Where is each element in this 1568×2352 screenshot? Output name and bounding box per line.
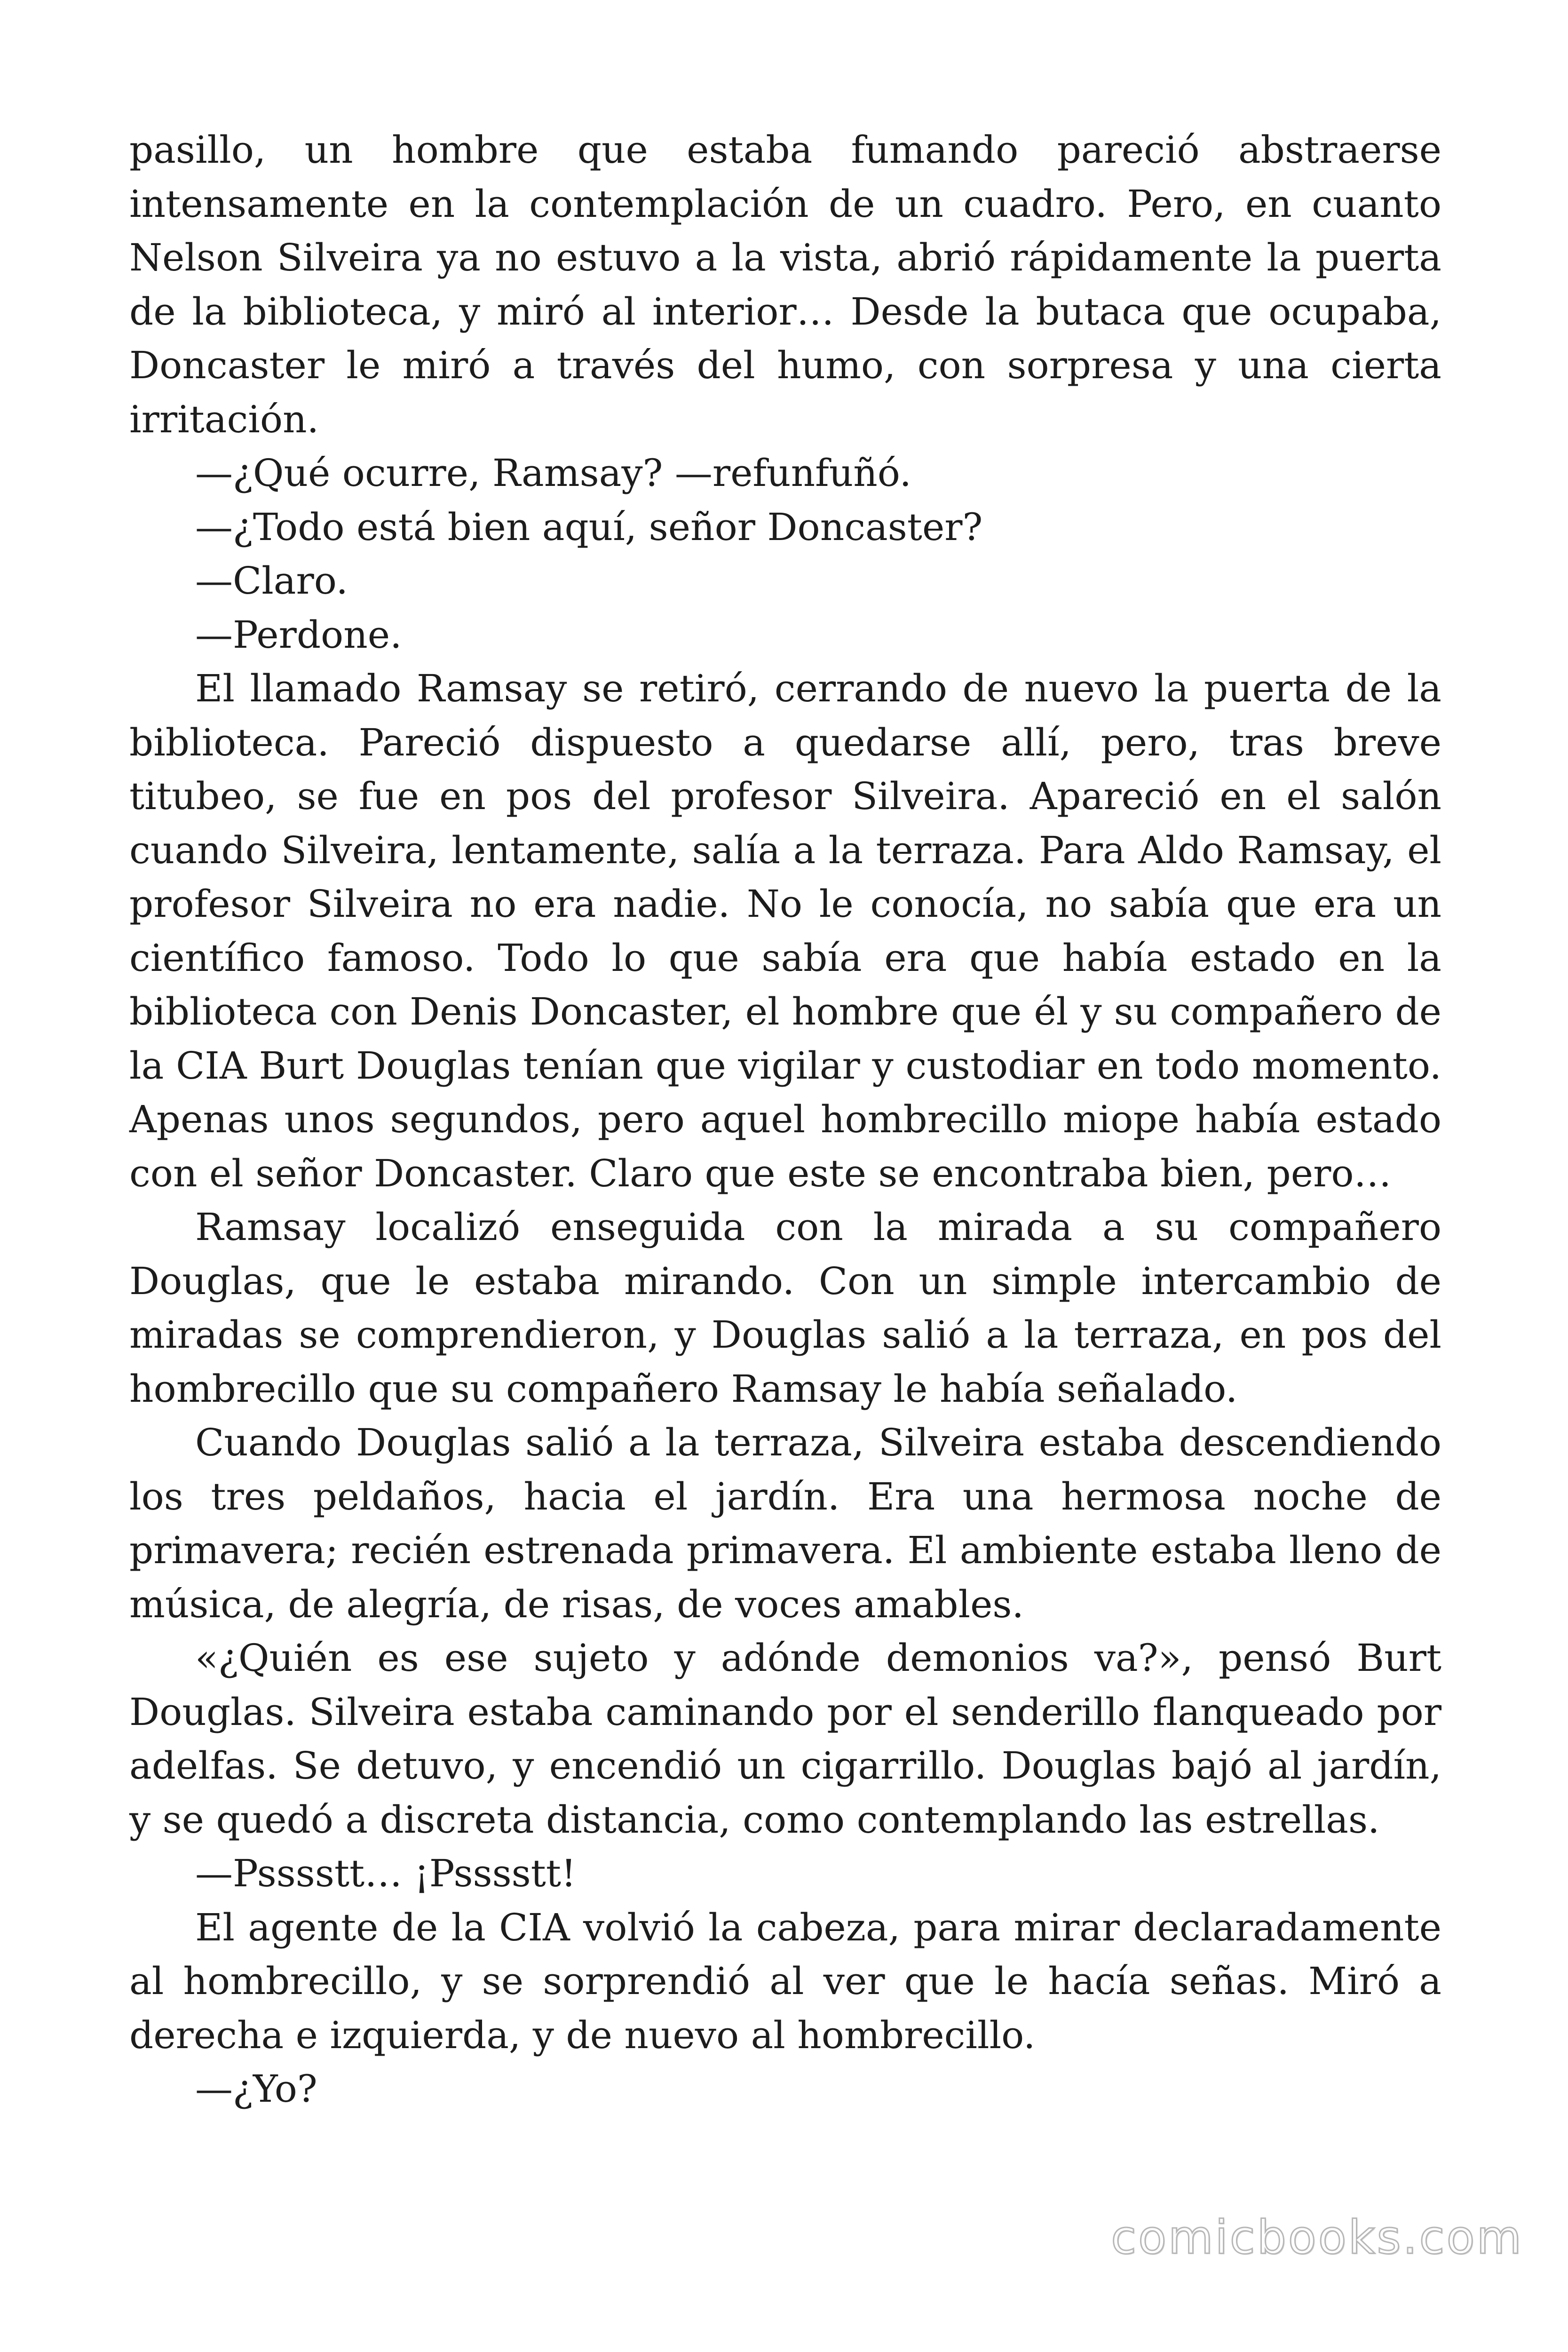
dialogue-line: —¿Qué ocurre, Ramsay? —refunfuñó. [195,451,911,495]
book-page-text [129,123,1441,2116]
paragraph: Ramsay localizó enseguida con la mirada a su compañero Douglas, que le estaba mirando. Con un simple intercambio de miradas se comprendieron, y Douglas salió a la terraza, en pos del hombrecillo que su compañero Ramsay le había señalado. [129,1205,1441,1411]
paragraph-continuation: pasillo, un hombre que estaba fumando pareció abstraerse intensamente en la contemplación de un cuadro. Pero, en cuanto Nelson Silveira ya no estuvo a la vista, abrió rápidamente la puerta de la biblioteca, y miró al interior… Desde la butaca que ocupaba, Doncaster le miró a través del humo, con sorpresa y una cierta irritación. [129,128,1441,441]
paragraph: Cuando Douglas salió a la terraza, Silveira estaba descendiendo los tres peldaños, hacia el jardín. Era una hermosa noche de primavera; recién estrenada primavera. El ambiente estaba lleno de música, de alegría, de risas, de voces amables. [129,1421,1441,1626]
dialogue-line: —¿Todo está bien aquí, señor Doncaster? [195,505,983,549]
dialogue-line: —¿Yo? [195,2067,317,2111]
paragraph: El agente de la CIA volvió la cabeza, para mirar declaradamente al hombrecillo, y se sorprendió al ver que le hacía señas. Miró a derecha e izquierda, y de nuevo al hombrecillo. [129,1905,1441,2057]
dialogue-line: —Claro. [195,559,348,603]
watermark: comicbooks.com [1111,2211,1523,2265]
paragraph: El llamado Ramsay se retiró, cerrando de nuevo la puerta de la biblioteca. Pareció dispuesto a quedarse allí, pero, tras breve titubeo, se fue en pos del profesor Silveira. Apareció en el salón cuando Silveira, lentamente, salía a la terraza. Para Aldo Ramsay, el profesor Silveira no era nadie. No le conocía, no sabía que era un científico famoso. Todo lo que sabía era que había estado en la biblioteca con Denis Doncaster, el hombre que él y su compañero de la CIA Burt Douglas tenían que vigilar y custodiar en todo momento. Apenas unos segundos, pero aquel hombrecillo miope había estado con el señor Doncaster. Claro que este se encontraba bien, pero… [129,667,1441,1195]
dialogue-line: —Psssstt… ¡Psssstt! [195,1851,577,1895]
paragraph: «¿Quién es ese sujeto y adónde demonios va?», pensó Burt Douglas. Silveira estaba caminando por el senderillo flanqueado por adelfas. Se detuvo, y encendió un cigarrillo. Douglas bajó al jardín, y se quedó a discreta distancia, como contemplando las estrellas. [129,1636,1441,1842]
dialogue-line: —Perdone. [195,612,402,657]
